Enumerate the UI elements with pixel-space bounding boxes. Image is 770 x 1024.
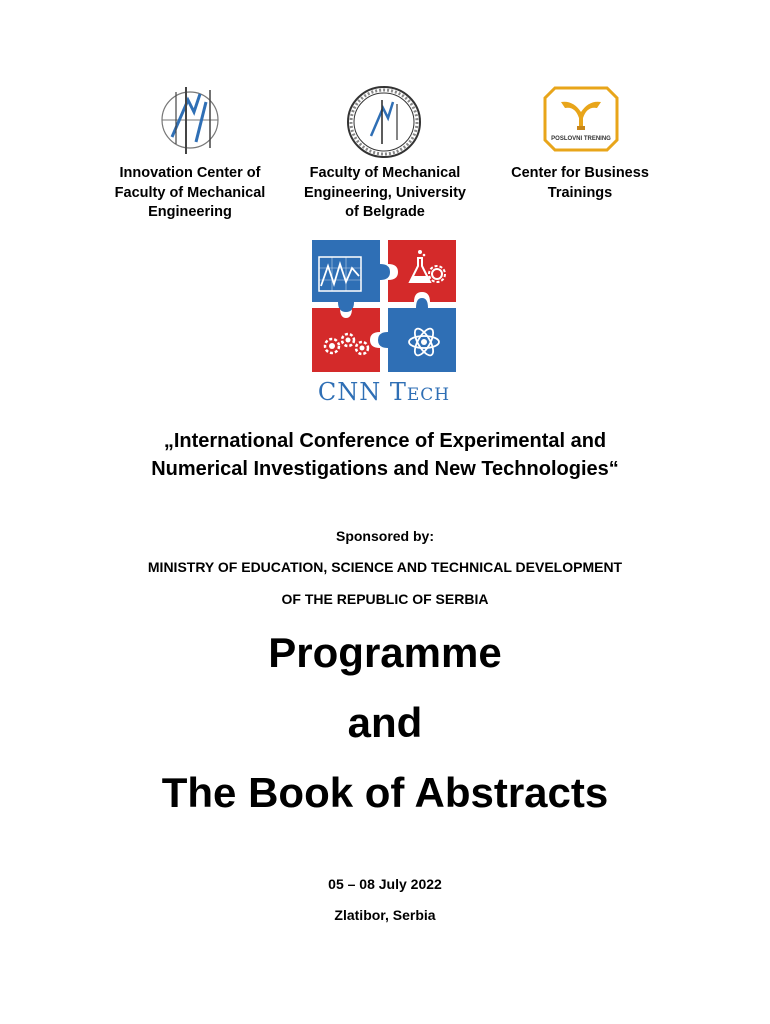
org-innovation-center [98,164,282,223]
flask-icon [406,248,446,288]
sponsor-line: MINISTRY OF EDUCATION, SCIENCE AND TECHNICAL DEVELOPMENT [147,559,623,575]
innovation-center-logo [150,82,230,158]
org-name-line: of Belgrade [345,204,425,220]
poslovni-trening-logo [543,86,619,152]
sponsor-line: OF THE REPUBLIC OF SERBIA [281,591,489,607]
org-name-line: Trainings [547,184,613,201]
org-name-line: Innovation Center of [119,165,261,181]
sponsored-label: Sponsored by: [335,528,434,544]
faculty-seal-logo [345,84,423,160]
cnn-tech-wordmark: CNN Tech [317,378,451,406]
org-name-line: Engineering, University [304,184,466,201]
org-business-trainings [490,164,670,203]
conference-title-line: Numerical Investigations and New Technologies“ [151,458,619,480]
org-name-line: Engineering [148,204,232,220]
main-title-line-and: and [347,699,423,746]
org-name-line: Faculty of Mechanical [309,165,461,181]
conference-title [40,427,730,483]
org-faculty [290,164,480,223]
atom-icon [406,324,442,360]
main-title-line-programme: Programme [268,629,502,676]
conference-title-line: „International Conference of Experimental and [163,430,607,452]
gears-icon [320,328,370,360]
conference-dates: 05 – 08 July 2022 [328,876,442,892]
chart-icon [318,256,362,292]
org-name-line: Center for Business [511,165,649,181]
cnn-tech-logo [306,236,462,408]
conference-location: Zlatibor, Serbia [334,907,436,923]
logo-text: POSLOVNI TRENING [551,136,611,142]
main-title-line-book: The Book of Abstracts [161,769,609,816]
org-name-line: Faculty of Mechanical [114,184,266,201]
